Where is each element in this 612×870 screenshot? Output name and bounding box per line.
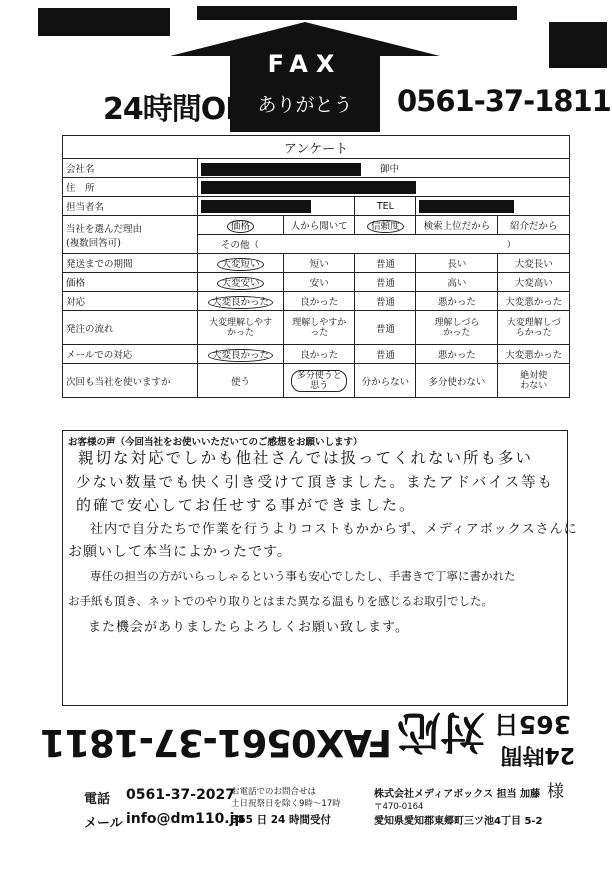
row-option — [498, 311, 570, 345]
voice-heading: お客様の声（今回当社をお使いいただいてのご感想をお願いします） — [68, 437, 363, 448]
company-address: 愛知県愛知郡東郷町三ツ池4丁目 5-2 — [374, 816, 543, 827]
voice-line: 専任の担当の方がいらっしゃるという事も安心でしたし、手書きで丁寧に書かれた — [90, 569, 516, 583]
row-label: 発注の流れ — [63, 311, 198, 345]
mail-address[interactable]: info@dm110.jp — [126, 811, 245, 827]
redaction-tel — [419, 200, 514, 213]
row-label: 次回も当社を使いますか — [63, 364, 198, 398]
row-option: 高い — [416, 273, 498, 292]
phone-hours-2: 土日祝祭日を除く9時〜17時 — [231, 799, 341, 809]
company-label: 会社名 — [63, 159, 198, 178]
phone-hours-1: お電話でのお問合せは — [231, 787, 317, 797]
voice-line: 親切な対応でしかも他社さんでは扱ってくれない所も多い — [78, 449, 534, 467]
row-option — [198, 292, 284, 311]
footer-banner — [40, 706, 575, 774]
reason-label: 当社を選んだ理由 — [66, 223, 143, 235]
row-option — [198, 273, 284, 292]
row-option: 大変長い — [498, 254, 570, 273]
reason-option-text: 信頼度 — [367, 220, 404, 233]
voice-line: 的確で安心してお任せする事ができました。 — [76, 496, 417, 514]
row-option: 良かった — [284, 345, 355, 364]
row-option: 良かった — [284, 292, 355, 311]
voice-line: お手紙も頂き、ネットでのやり取りとはまた異なる温もりを感じるお取引でした。 — [68, 594, 494, 608]
address-field — [198, 178, 570, 197]
row-option — [198, 254, 284, 273]
redaction-top-right — [549, 22, 607, 68]
row-option — [284, 311, 355, 345]
row-option: 分からない — [355, 364, 416, 398]
row-option — [198, 311, 284, 345]
reason-other-open: その他（ — [221, 240, 260, 251]
tel-label: TEL — [355, 197, 416, 216]
row-option: 普通 — [355, 345, 416, 364]
row-option-text: 大変安い — [217, 277, 263, 290]
row-option-text: 理解しやすかった — [292, 317, 347, 338]
redaction-company — [201, 163, 361, 176]
tel-field — [416, 197, 570, 216]
banner-taiou: 対応 — [397, 706, 485, 757]
redaction-top-left — [38, 8, 170, 36]
reason-note: (複数回答可) — [66, 237, 121, 249]
address-label: 住 所 — [63, 178, 198, 197]
row-option: 普通 — [355, 273, 416, 292]
voice-line: お願いして本当によかったです。 — [68, 544, 292, 560]
row-option: 悪かった — [416, 345, 498, 364]
mail-hours: 365 日 24 時間受付 — [231, 814, 331, 826]
banner-fax: FAX0561-37-1811 — [40, 721, 392, 764]
row-option: 悪かった — [416, 292, 498, 311]
reason-option — [198, 216, 284, 235]
row-option — [498, 364, 570, 398]
company-name: 株式会社メディアボックス 担当 加藤 — [374, 789, 541, 800]
reason-option: 紹介だから — [498, 216, 570, 235]
reason-other-close: ） — [506, 240, 516, 251]
row-option-text: 多分使うと思う — [291, 370, 347, 392]
row-option: 安い — [284, 273, 355, 292]
banner-365: 365日 — [493, 710, 571, 739]
row-option — [416, 311, 498, 345]
redaction-address — [201, 181, 416, 194]
contact-field — [198, 197, 355, 216]
banner-24: 24時間 — [500, 742, 575, 767]
hours-ok: 24時間OK — [103, 92, 248, 127]
row-option-text: 大変短い — [217, 258, 263, 271]
reason-label-cell — [63, 216, 198, 254]
voice-line: 社内で自分たちで作業を行うよりコストもかからず、メディアボックスさんに — [90, 522, 578, 537]
row-option: 普通 — [355, 311, 416, 345]
reason-option: 人から聞いて — [284, 216, 355, 235]
row-label: 対応 — [63, 292, 198, 311]
survey-title: アンケート — [63, 136, 570, 159]
reason-option: 検索上位だから — [416, 216, 498, 235]
phone-label: 電話 — [84, 792, 111, 807]
mail-label: メール — [84, 816, 123, 831]
redaction-top-center — [197, 6, 517, 20]
row-option-text: 大変理解しやすかった — [208, 317, 272, 338]
row-label: 価格 — [63, 273, 198, 292]
row-option-text: 大変良かった — [208, 296, 273, 309]
row-option-text: 理解しづらかった — [434, 317, 480, 338]
thanks-text: ありがとう — [257, 94, 353, 116]
row-option — [198, 345, 284, 364]
row-option: 長い — [416, 254, 498, 273]
row-option: 使う — [198, 364, 284, 398]
reason-option-text: 価格 — [227, 220, 254, 233]
row-option: 大変悪かった — [498, 345, 570, 364]
row-label: メールでの対応 — [63, 345, 198, 364]
survey-table — [62, 135, 570, 398]
company-field — [198, 159, 570, 178]
postal-code: 〒470-0164 — [374, 802, 424, 812]
row-option: 大変悪かった — [498, 292, 570, 311]
row-option-text: 大変良かった — [208, 349, 273, 362]
row-option: 多分使わない — [416, 364, 498, 398]
row-option — [284, 364, 355, 398]
phone-number: 0561-37-2027 — [126, 787, 236, 803]
voice-line: また機会がありましたらよろしくお願い致します。 — [88, 620, 409, 635]
row-option: 普通 — [355, 254, 416, 273]
row-label: 発送までの期間 — [63, 254, 198, 273]
row-option-text: 大変理解しづらかった — [506, 317, 561, 338]
reason-other — [198, 235, 570, 254]
voice-line: 少ない数量でも快く引き受けて頂きました。またアドバイス等も — [76, 475, 555, 491]
row-option-text: 絶対使わない — [520, 370, 548, 391]
reason-option — [355, 216, 416, 235]
row-option: 短い — [284, 254, 355, 273]
row-option: 大変高い — [498, 273, 570, 292]
company-suffix: 御中 — [380, 163, 400, 175]
row-option: 普通 — [355, 292, 416, 311]
redaction-contact — [201, 200, 311, 213]
fax-label: FAX — [267, 50, 343, 78]
contact-label: 担当者名 — [63, 197, 198, 216]
fax-number-top: 0561-37-1811 — [397, 84, 611, 118]
sama-handwritten: 様 — [547, 782, 564, 802]
